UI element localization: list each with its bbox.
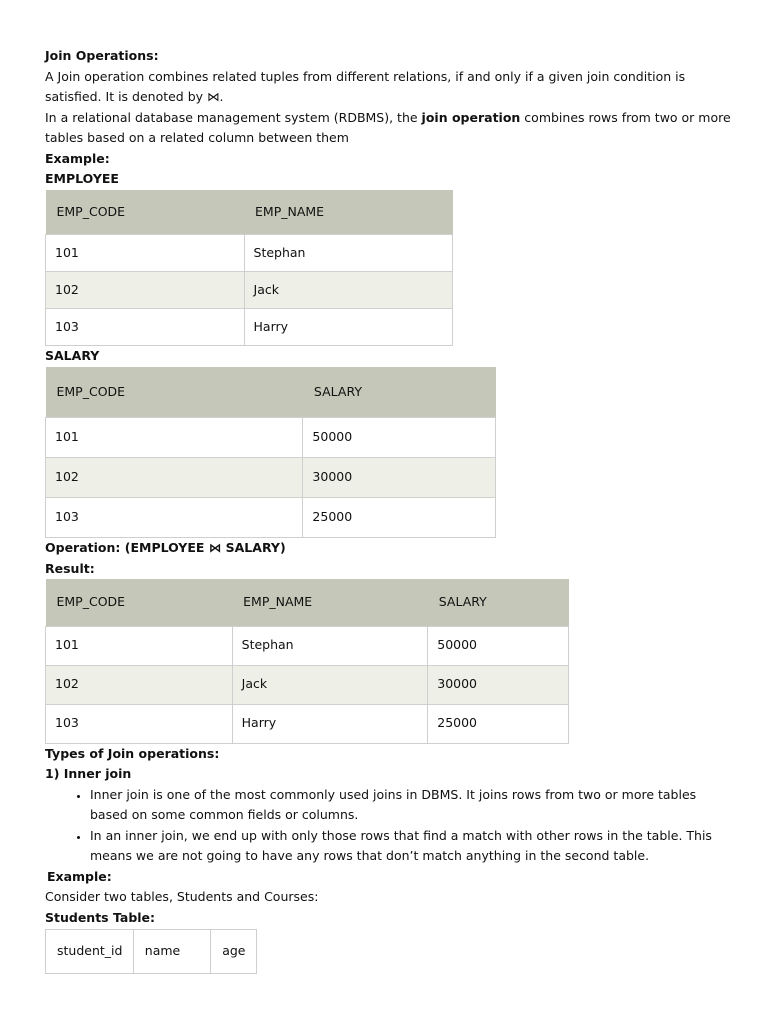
column-header: SALARY bbox=[428, 579, 569, 626]
types-label: Types of Join operations: bbox=[45, 745, 220, 761]
table-cell: 30000 bbox=[303, 458, 496, 498]
bullet-list bbox=[45, 785, 725, 867]
salary-table bbox=[45, 367, 496, 539]
table-cell: 103 bbox=[46, 309, 245, 346]
table-cell: 25000 bbox=[303, 498, 496, 538]
table-row bbox=[46, 665, 569, 704]
list-item-line: means we are not going to have any rows that don’t match anything in the second table. bbox=[90, 848, 650, 863]
salary-title: SALARY bbox=[45, 348, 100, 363]
operation-label: Operation: (EMPLOYEE ⋈ SALARY) bbox=[45, 540, 286, 555]
table-cell: Harry bbox=[244, 309, 452, 346]
text-span: In a relational database management system (RDBMS), the bbox=[45, 109, 422, 125]
bold-text-span: join operation bbox=[421, 109, 521, 125]
table-cell: 103 bbox=[46, 704, 233, 743]
table-cell: 25000 bbox=[428, 704, 569, 743]
document-page bbox=[45, 46, 731, 974]
employee-table bbox=[45, 190, 453, 347]
list-item bbox=[90, 785, 725, 826]
paragraph-line: Consider two tables, Students and Courses: bbox=[45, 889, 319, 904]
column-header: age bbox=[211, 930, 257, 974]
table-cell: 101 bbox=[46, 235, 245, 272]
table-row bbox=[46, 309, 453, 346]
table-row bbox=[46, 458, 496, 498]
column-header: EMP_CODE bbox=[46, 190, 245, 235]
heading: Join Operations: bbox=[45, 48, 159, 63]
employee-title: EMPLOYEE bbox=[45, 171, 119, 186]
table-cell: 102 bbox=[46, 665, 233, 704]
column-header: EMP_NAME bbox=[244, 190, 452, 235]
column-header: student_id bbox=[46, 930, 134, 974]
table-cell: 102 bbox=[46, 458, 303, 498]
column-header: EMP_CODE bbox=[46, 367, 303, 418]
table-cell: Stephan bbox=[244, 235, 452, 272]
column-header: EMP_NAME bbox=[232, 579, 428, 626]
list-item-line: Inner join is one of the most commonly used joins in DBMS. It joins rows from two or more tables bbox=[90, 786, 697, 802]
list-item bbox=[90, 826, 725, 867]
table-row bbox=[46, 272, 453, 309]
table-row bbox=[46, 418, 496, 458]
column-header: EMP_CODE bbox=[46, 579, 233, 626]
table-row bbox=[46, 235, 453, 272]
paragraph-line: A Join operation combines related tuples from different relations, if and only if a given join condition is bbox=[45, 68, 686, 84]
example-label: Example: bbox=[45, 150, 110, 166]
table-cell: 101 bbox=[46, 626, 233, 665]
table-cell: Harry bbox=[232, 704, 428, 743]
column-header: SALARY bbox=[303, 367, 496, 418]
table-row bbox=[46, 704, 569, 743]
table-cell: 50000 bbox=[428, 626, 569, 665]
result-table bbox=[45, 579, 569, 744]
inner-join-label: 1) Inner join bbox=[45, 766, 132, 781]
students-table bbox=[45, 929, 257, 974]
students-title: Students Table: bbox=[45, 909, 156, 925]
table-header-row bbox=[46, 190, 453, 235]
table-header-row bbox=[46, 579, 569, 626]
table-cell: 30000 bbox=[428, 665, 569, 704]
example-label: Example: bbox=[47, 868, 112, 884]
text-span: combines rows from two or more bbox=[520, 109, 731, 125]
table-cell: Stephan bbox=[232, 626, 428, 665]
table-cell: Jack bbox=[244, 272, 452, 309]
table-cell: 102 bbox=[46, 272, 245, 309]
table-row bbox=[46, 498, 496, 538]
result-label: Result: bbox=[45, 560, 95, 576]
list-item-line: In an inner join, we end up with only those rows that find a match with other rows in the table. This bbox=[90, 827, 712, 843]
table-cell: 50000 bbox=[303, 418, 496, 458]
list-item-line: based on some common fields or columns. bbox=[90, 807, 359, 822]
paragraph-line: satisfied. It is denoted by ⋈. bbox=[45, 89, 224, 104]
paragraph-line: tables based on a related column between them bbox=[45, 130, 349, 145]
table-cell: 101 bbox=[46, 418, 303, 458]
table-row bbox=[46, 626, 569, 665]
table-cell: Jack bbox=[232, 665, 428, 704]
table-cell: 103 bbox=[46, 498, 303, 538]
column-header: name bbox=[133, 930, 210, 974]
table-header-row bbox=[46, 930, 257, 974]
paragraph-line bbox=[45, 108, 731, 129]
table-header-row bbox=[46, 367, 496, 418]
